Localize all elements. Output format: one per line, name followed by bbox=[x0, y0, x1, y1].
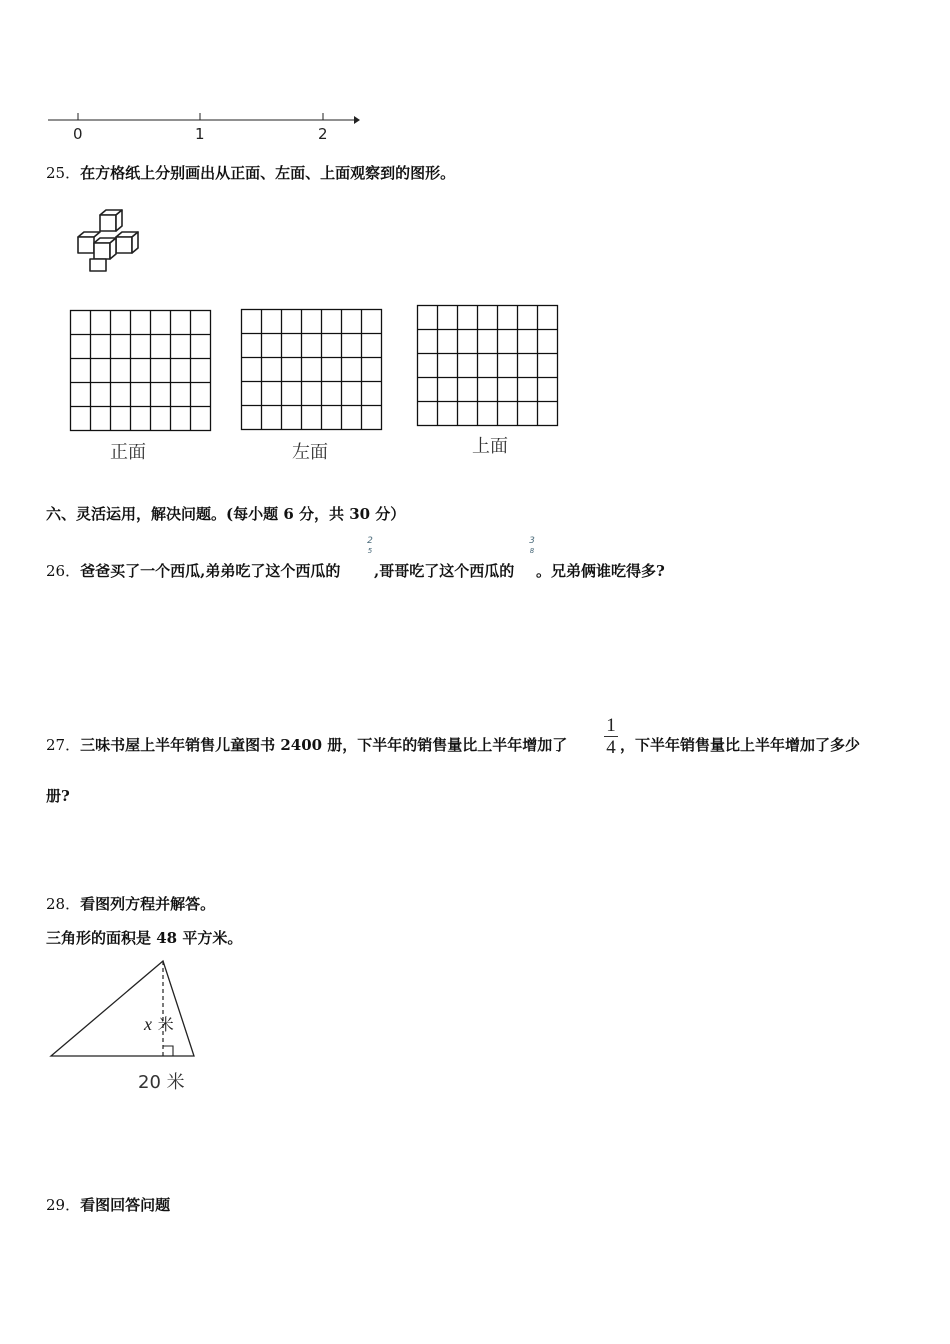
fraction-denominator: 4 bbox=[606, 737, 616, 758]
question-text: 看图回答问题 bbox=[80, 1196, 171, 1214]
question-27-part3: 册? bbox=[46, 787, 70, 805]
question-26 bbox=[46, 560, 340, 581]
question-26-part3: 。兄弟俩谁吃得多? bbox=[536, 562, 665, 580]
fraction-three-eighths bbox=[527, 537, 537, 555]
question-27-part2: ，下半年销售量比上半年增加了多少 bbox=[620, 736, 861, 754]
question-number: 29． bbox=[46, 1196, 81, 1214]
question-28 bbox=[46, 893, 215, 914]
height-label bbox=[144, 1012, 174, 1035]
base-label: 20 米 bbox=[138, 1072, 185, 1093]
fraction-one-quarter bbox=[604, 716, 618, 757]
question-28-subtext: 三角形的面积是 48 平方米。 bbox=[46, 929, 243, 947]
question-number: 25． bbox=[46, 164, 81, 182]
question-27 bbox=[46, 734, 567, 755]
fraction-numerator: 3 bbox=[529, 536, 535, 546]
grid-label-front: 正面 bbox=[110, 442, 146, 463]
fraction-denominator: 5 bbox=[367, 547, 373, 555]
fraction-denominator: 8 bbox=[529, 547, 535, 555]
cube-stack-figure bbox=[70, 207, 150, 277]
grid-label-left: 左面 bbox=[292, 442, 328, 463]
height-unit: 米 bbox=[157, 1015, 174, 1034]
tick-label-2: 2 bbox=[318, 125, 328, 143]
fraction-two-fifths bbox=[365, 537, 375, 555]
question-26-part2: ,哥哥吃了这个西瓜的 bbox=[374, 562, 515, 580]
height-variable: x bbox=[144, 1014, 152, 1034]
grid-front-view[interactable] bbox=[70, 310, 212, 432]
question-text: 在方格纸上分别画出从正面、左面、上面观察到的图形。 bbox=[80, 164, 456, 182]
section-6-title: 六、灵活运用，解决问题。(每小题 6 分，共 30 分） bbox=[46, 505, 406, 523]
triangle-figure bbox=[48, 958, 208, 1068]
question-number: 26． bbox=[46, 562, 81, 580]
question-text-part1: 三味书屋上半年销售儿童图书 2400 册，下半年的销售量比上半年增加了 bbox=[80, 736, 568, 754]
question-text: 看图列方程并解答。 bbox=[80, 895, 216, 913]
grid-left-view[interactable] bbox=[241, 309, 383, 431]
question-text-part1: 爸爸买了一个西瓜,弟弟吃了这个西瓜的 bbox=[80, 562, 341, 580]
question-number: 28． bbox=[46, 895, 81, 913]
grid-label-top: 上面 bbox=[472, 436, 508, 457]
grid-top-view[interactable] bbox=[417, 305, 559, 427]
tick-label-1: 1 bbox=[195, 125, 205, 143]
fraction-numerator: 2 bbox=[367, 536, 373, 546]
question-number: 27． bbox=[46, 736, 81, 754]
fraction-numerator: 1 bbox=[606, 715, 616, 736]
tick-label-0: 0 bbox=[73, 125, 83, 143]
question-29 bbox=[46, 1194, 170, 1215]
question-25 bbox=[46, 162, 455, 183]
